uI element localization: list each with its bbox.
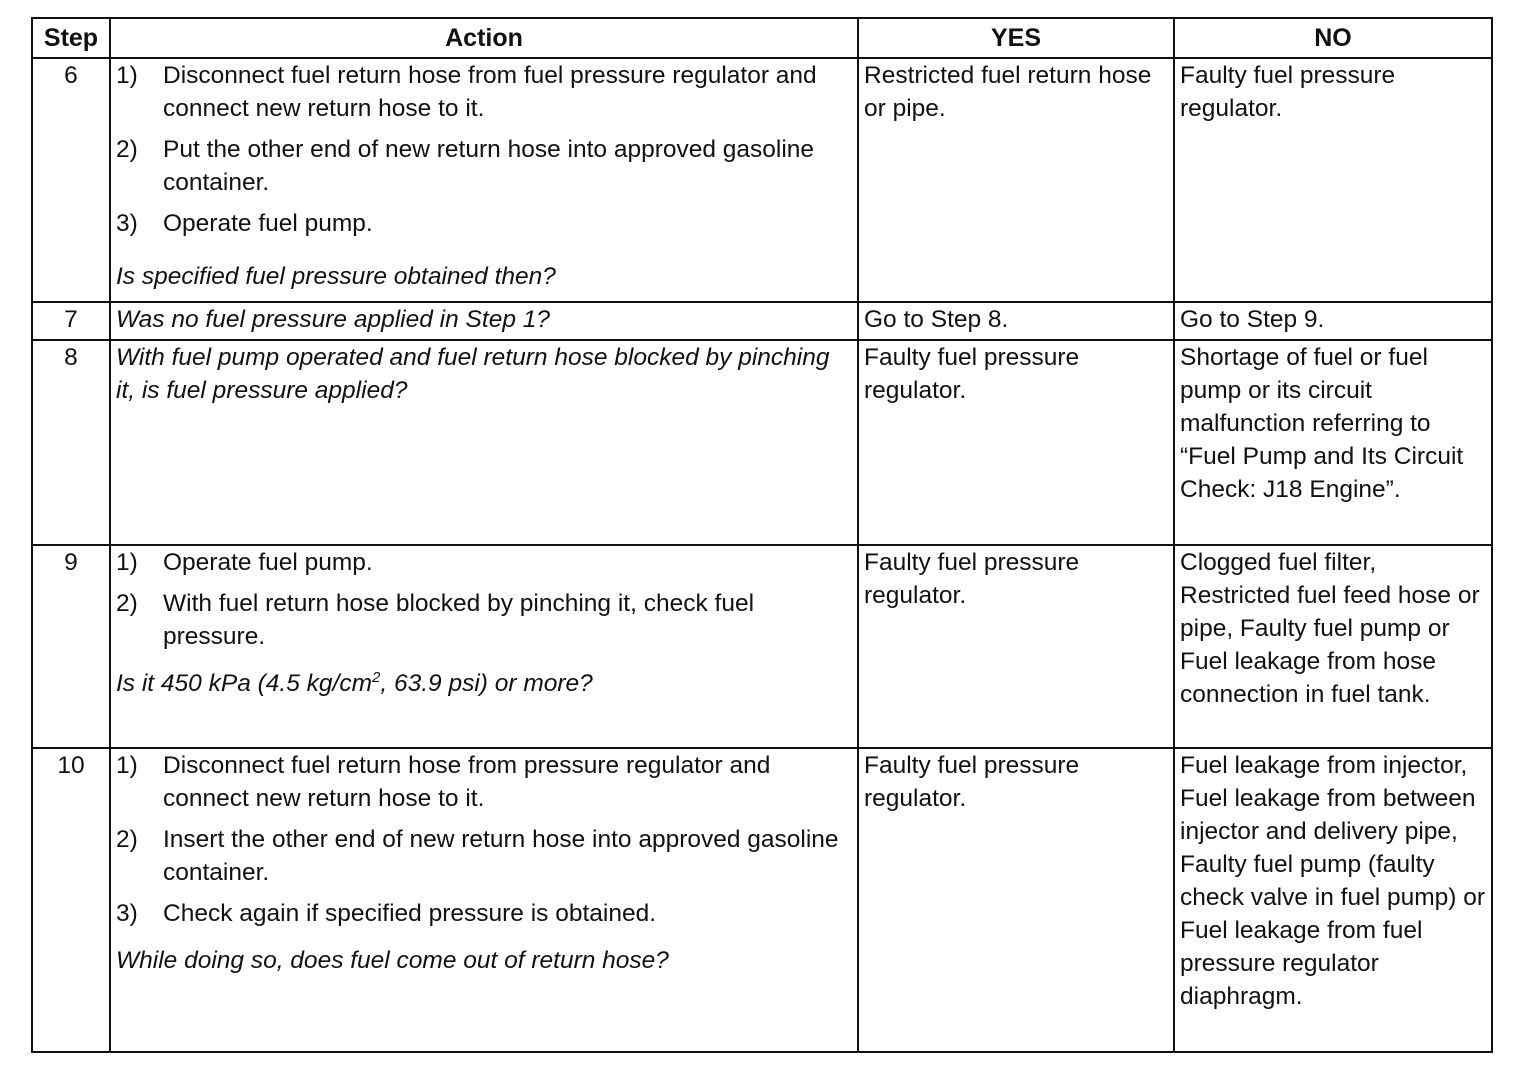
action-item-text: Disconnect fuel return hose from fuel pressure regulator and connect new return hose to it. [163, 62, 817, 122]
action-item-text: With fuel return hose blocked by pinching it, check fuel pressure. [163, 590, 755, 650]
action-item [116, 749, 852, 815]
table-row-step-9 [32, 545, 1492, 748]
header-step: Step [32, 18, 110, 58]
header-action: Action [110, 18, 858, 58]
action-question: Was no fuel pressure applied in Step 1? [116, 306, 551, 333]
action-item-number: 2) [116, 826, 138, 853]
action-cell [110, 302, 858, 340]
action-item-number: 1) [116, 549, 138, 576]
diagnostic-table [31, 17, 1493, 1053]
yes-cell: Faulty fuel pressure regulator. [858, 340, 1174, 545]
action-item-number: 3) [116, 900, 138, 927]
action-list [116, 546, 852, 653]
header-yes: YES [858, 18, 1174, 58]
no-cell: Fuel leakage from injector, Fuel leakage from between injector and delivery pipe, Faulty fuel pump (faulty check valve in fuel pump) or Fuel leakage from fuel pressure regulator diaphragm. [1174, 748, 1492, 1052]
step-number: 10 [32, 748, 110, 1052]
yes-cell: Go to Step 8. [858, 302, 1174, 340]
action-cell [110, 58, 858, 302]
action-item-number: 1) [116, 752, 138, 779]
action-question: While doing so, does fuel come out of return hose? [116, 947, 669, 974]
step-number: 8 [32, 340, 110, 545]
header-no: NO [1174, 18, 1492, 58]
no-cell: Clogged fuel filter, Restricted fuel feed hose or pipe, Faulty fuel pump or Fuel leakage from hose connection in fuel tank. [1174, 545, 1492, 748]
yes-cell: Faulty fuel pressure regulator. [858, 545, 1174, 748]
action-question: With fuel pump operated and fuel return hose blocked by pinching it, is fuel pressure applied? [116, 344, 830, 404]
action-item [116, 823, 852, 889]
document-page [31, 17, 1493, 1053]
action-item [116, 587, 852, 653]
yes-cell: Faulty fuel pressure regulator. [858, 748, 1174, 1052]
step-number: 7 [32, 302, 110, 340]
action-item-text: Disconnect fuel return hose from pressure regulator and connect new return hose to it. [163, 752, 771, 812]
action-item-number: 2) [116, 590, 138, 617]
no-cell: Faulty fuel pressure regulator. [1174, 58, 1492, 302]
table-row-step-8 [32, 340, 1492, 545]
question-text: , 63.9 psi) or more? [380, 670, 593, 697]
action-list [116, 749, 852, 930]
table-row-step-7 [32, 302, 1492, 340]
action-item-text: Check again if specified pressure is obtained. [163, 900, 657, 927]
step-number: 9 [32, 545, 110, 748]
action-question: Is specified fuel pressure obtained then? [116, 263, 556, 290]
no-cell: Go to Step 9. [1174, 302, 1492, 340]
action-item [116, 207, 852, 240]
action-list [116, 59, 852, 240]
action-item [116, 546, 852, 579]
action-item-text: Put the other end of new return hose into approved gasoline container. [163, 136, 815, 196]
action-item-number: 1) [116, 62, 138, 89]
action-item-number: 3) [116, 210, 138, 237]
table-row-step-10 [32, 748, 1492, 1052]
step-number: 6 [32, 58, 110, 302]
action-cell [110, 340, 858, 545]
yes-cell: Restricted fuel return hose or pipe. [858, 58, 1174, 302]
action-item-text: Operate fuel pump. [163, 549, 373, 576]
action-question [116, 667, 852, 700]
action-item-number: 2) [116, 136, 138, 163]
action-item-text: Operate fuel pump. [163, 210, 373, 237]
action-cell [110, 748, 858, 1052]
table-header-row [32, 18, 1492, 58]
action-cell [110, 545, 858, 748]
action-item [116, 897, 852, 930]
action-item [116, 59, 852, 125]
no-cell: Shortage of fuel or fuel pump or its circuit malfunction referring to “Fuel Pump and Its Circuit Check: J18 Engine”. [1174, 340, 1492, 545]
action-item [116, 133, 852, 199]
action-item-text: Insert the other end of new return hose into approved gasoline container. [163, 826, 839, 886]
question-text: Is it 450 kPa (4.5 kg/cm [116, 670, 372, 697]
table-row-step-6 [32, 58, 1492, 302]
superscript: 2 [372, 668, 381, 686]
